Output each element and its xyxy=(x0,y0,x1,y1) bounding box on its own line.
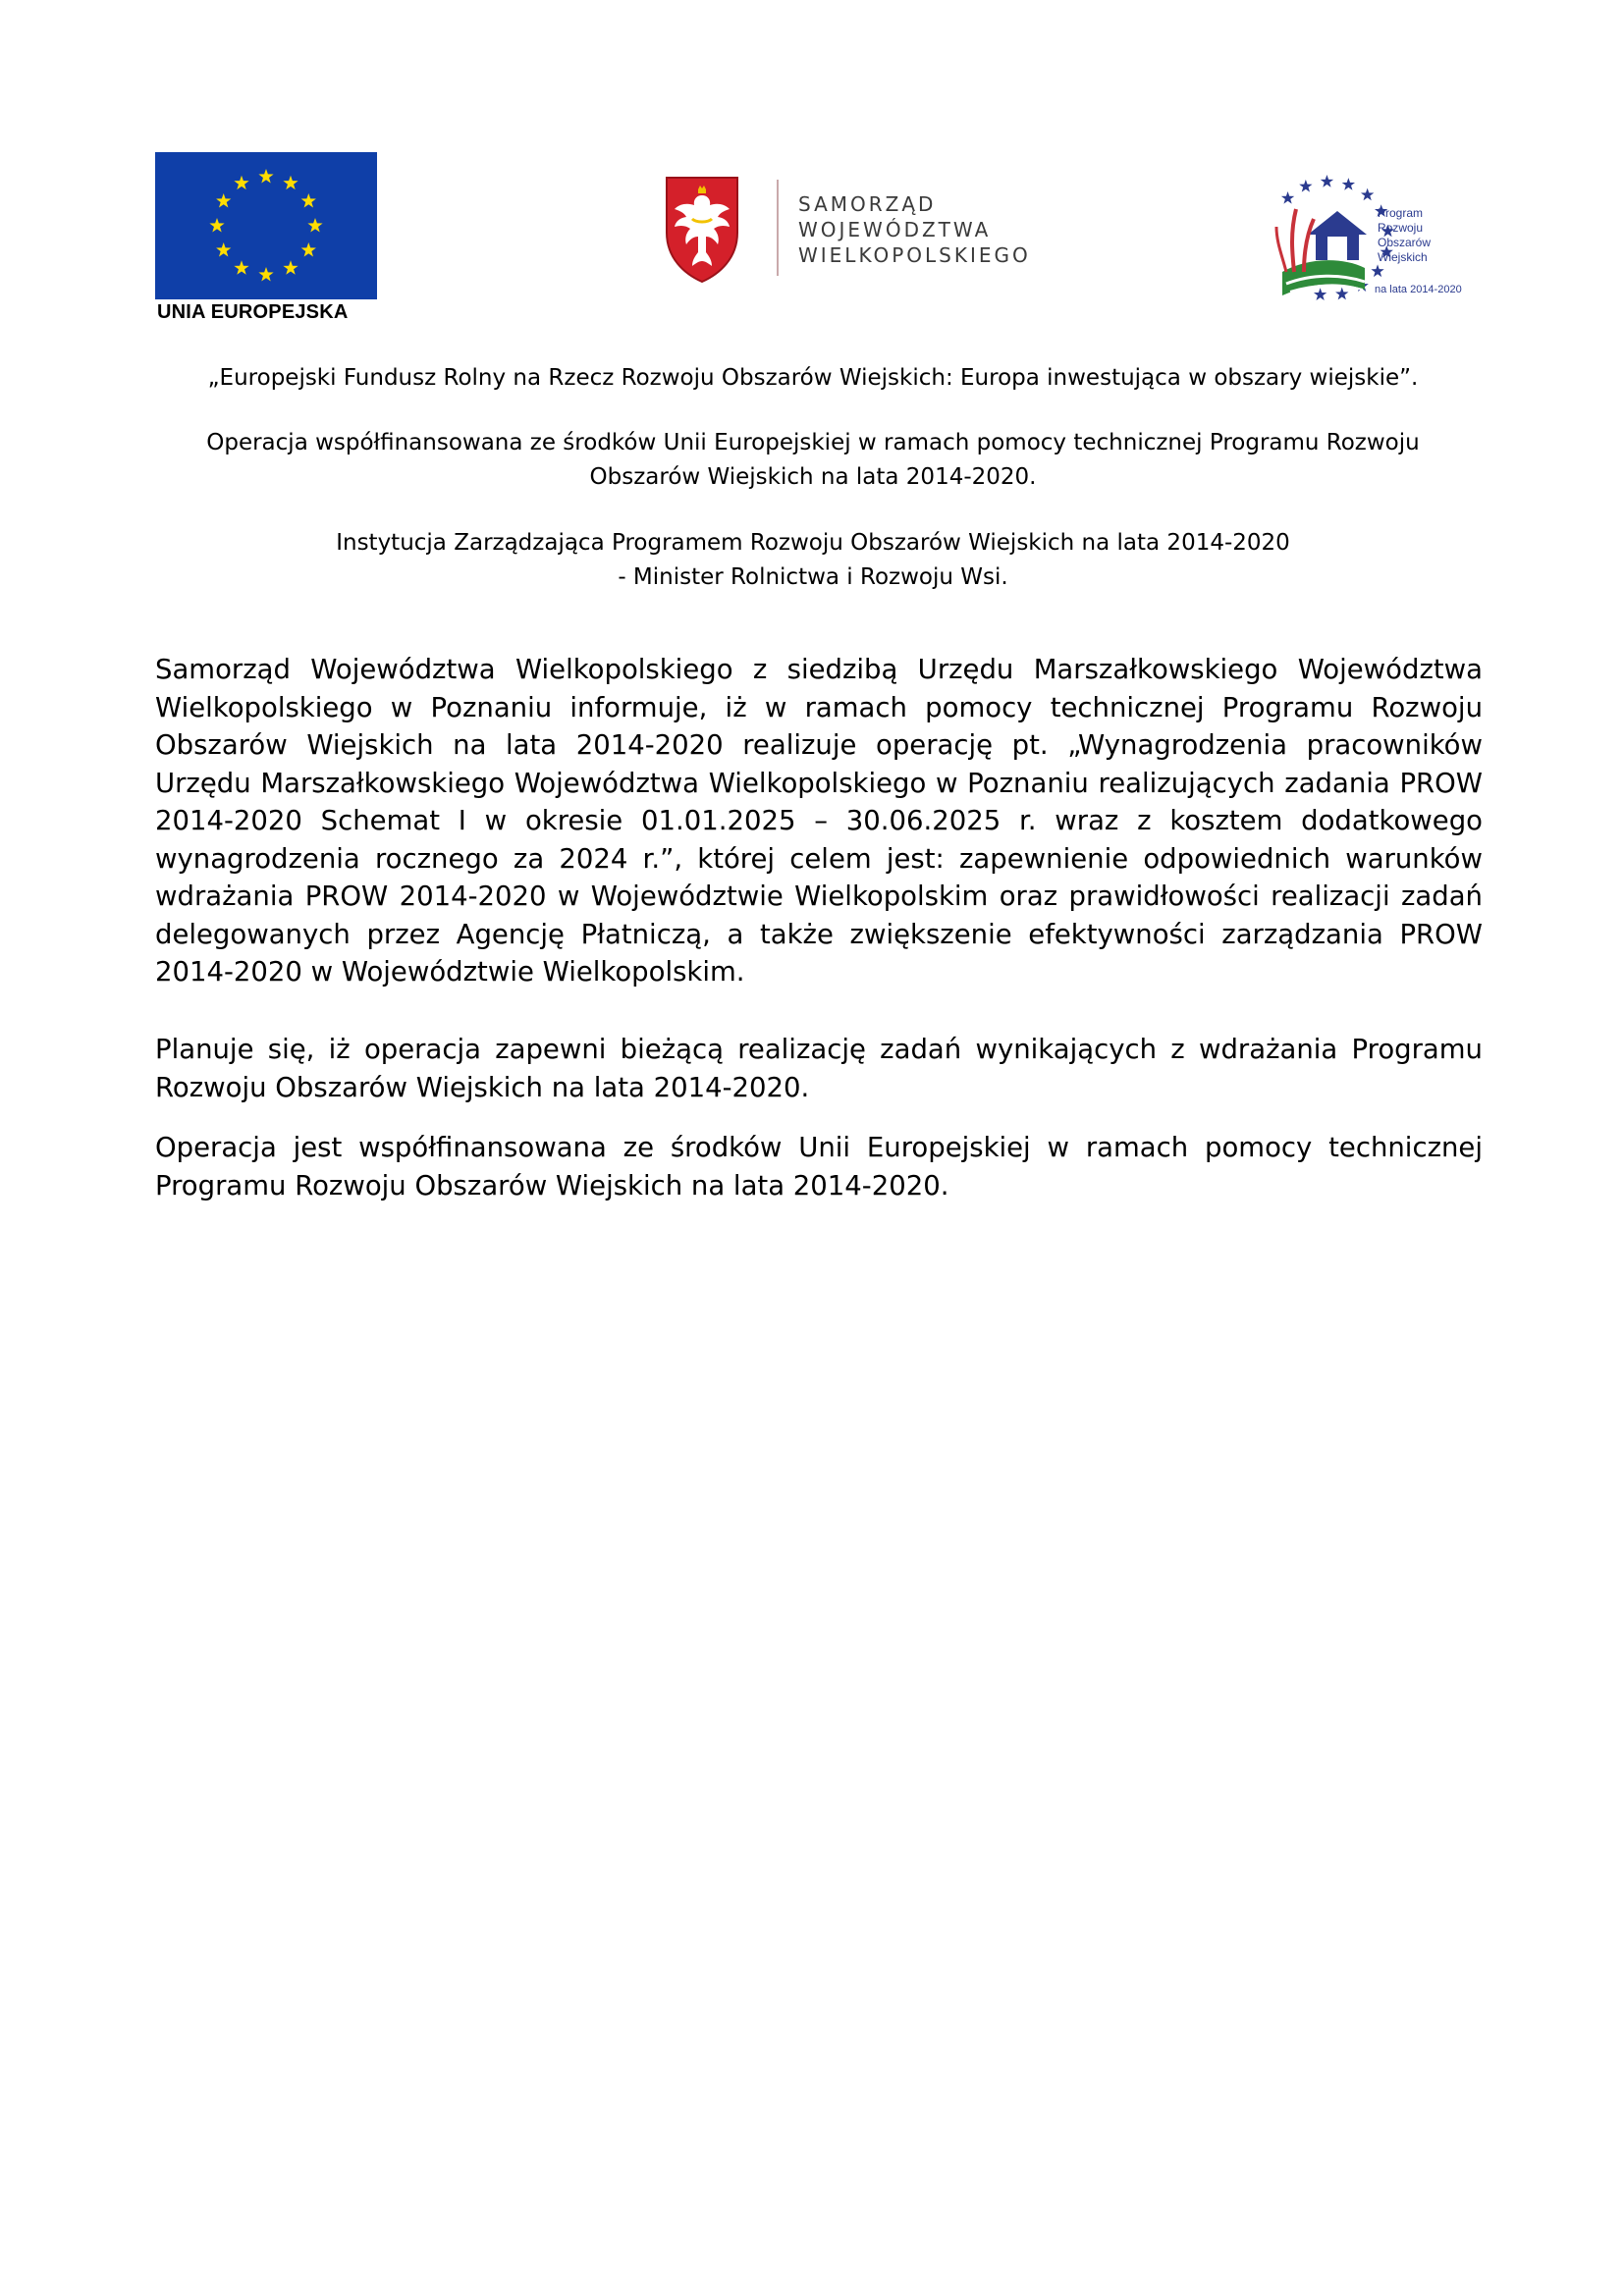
header-cofinancing xyxy=(155,426,1471,495)
prow-star-icon xyxy=(1361,188,1374,201)
prow-star-icon xyxy=(1321,175,1333,187)
cofinancing-line: Obszarów Wiejskich na lata 2014-2020. xyxy=(589,464,1037,490)
eu-caption: UNIA EUROPEJSKA xyxy=(157,301,349,323)
prow-star-icon xyxy=(1281,191,1294,204)
eu-logo xyxy=(155,152,377,327)
prow-name-line: Wiejskich xyxy=(1378,250,1428,264)
cofinancing-line: Operacja współfinansowana ze środków Unii Europejskiej w ramach pomocy technicznej Programu Rozwoju xyxy=(206,430,1420,455)
logo-divider xyxy=(777,180,779,276)
prow-star-icon xyxy=(1371,264,1383,277)
prow-name-line: Obszarów xyxy=(1378,236,1432,249)
region-name-line: WOJEWÓDZTWA xyxy=(798,218,992,241)
body-paragraph: Planuje się, iż operacja zapewni bieżącą realizację zadań wynikających z wdrażania Programu Rozwoju Obszarów Wiejskich na lata 2014-2020. xyxy=(155,1034,1483,1103)
prow-name xyxy=(1378,206,1431,265)
managing-authority-line: Instytucja Zarządzająca Programem Rozwoju Obszarów Wiejskich na lata 2014-2020 xyxy=(336,530,1290,556)
body-paragraph: Samorząd Województwa Wielkopolskiego z siedzibą Urzędu Marszałkowskiego Województwa Wielkopolskiego w Poznaniu informuje, iż w ramach pomocy technicznej Programu Rozwoju Obszarów Wiejskich na lata 2014-2020 realizuje operację pt. „Wynagrodzenia pracowników Urzędu Marszałkowskiego Województwa Wielkopolskiego w Poznaniu realizujących zadania PROW 2014-2020 Schemat I w okresie 01.01.2025 – 30.06.2025 r. wraz z kosztem dodatkowego wynagrodzenia rocznego za 2024 r.”, której celem jest: zapewnienie odpowiednich warunków wdrażania PROW 2014-2020 w Województwie Wielkopolskim oraz prawidłowości realizacji zadań delegowanych przez Agencję Płatniczą, a także zwiększenie efektywności zarządzania PROW 2014-2020 w Województwie Wielkopolskim. xyxy=(155,654,1483,988)
header-managing-authority xyxy=(155,526,1471,595)
prow-logo xyxy=(1247,174,1502,311)
region-name xyxy=(798,191,1031,268)
eu-flag-icon xyxy=(155,152,377,299)
prow-star-icon xyxy=(1299,180,1312,192)
wielkopolska-logo xyxy=(663,174,1056,292)
prow-name-line: Program xyxy=(1378,206,1424,220)
eagle-crest-icon xyxy=(663,174,741,284)
region-name-line: WIELKOPOLSKIEGO xyxy=(798,243,1031,267)
body-paragraph: Operacja jest współfinansowana ze środków Unii Europejskiej w ramach pomocy technicznej Programu Rozwoju Obszarów Wiejskich na lata 2014-2020. xyxy=(155,1132,1483,1201)
header-motto xyxy=(155,361,1471,396)
prow-emblem-icon xyxy=(1247,174,1394,311)
region-name-line: SAMORZĄD xyxy=(798,192,937,216)
prow-name-line: Rozwoju xyxy=(1378,221,1424,235)
motto-line: „Europejski Fundusz Rolny na Rzecz Rozwoju Obszarów Wiejskich: Europa inwestująca w obszary wiejskie”. xyxy=(207,365,1419,391)
prow-years: na lata 2014-2020 xyxy=(1375,284,1462,295)
prow-star-icon xyxy=(1342,178,1355,190)
prow-star-icon xyxy=(1335,288,1348,300)
logo-strip xyxy=(0,152,1624,329)
prow-star-icon xyxy=(1314,288,1326,300)
managing-authority-line: - Minister Rolnictwa i Rozwoju Wsi. xyxy=(618,564,1008,590)
